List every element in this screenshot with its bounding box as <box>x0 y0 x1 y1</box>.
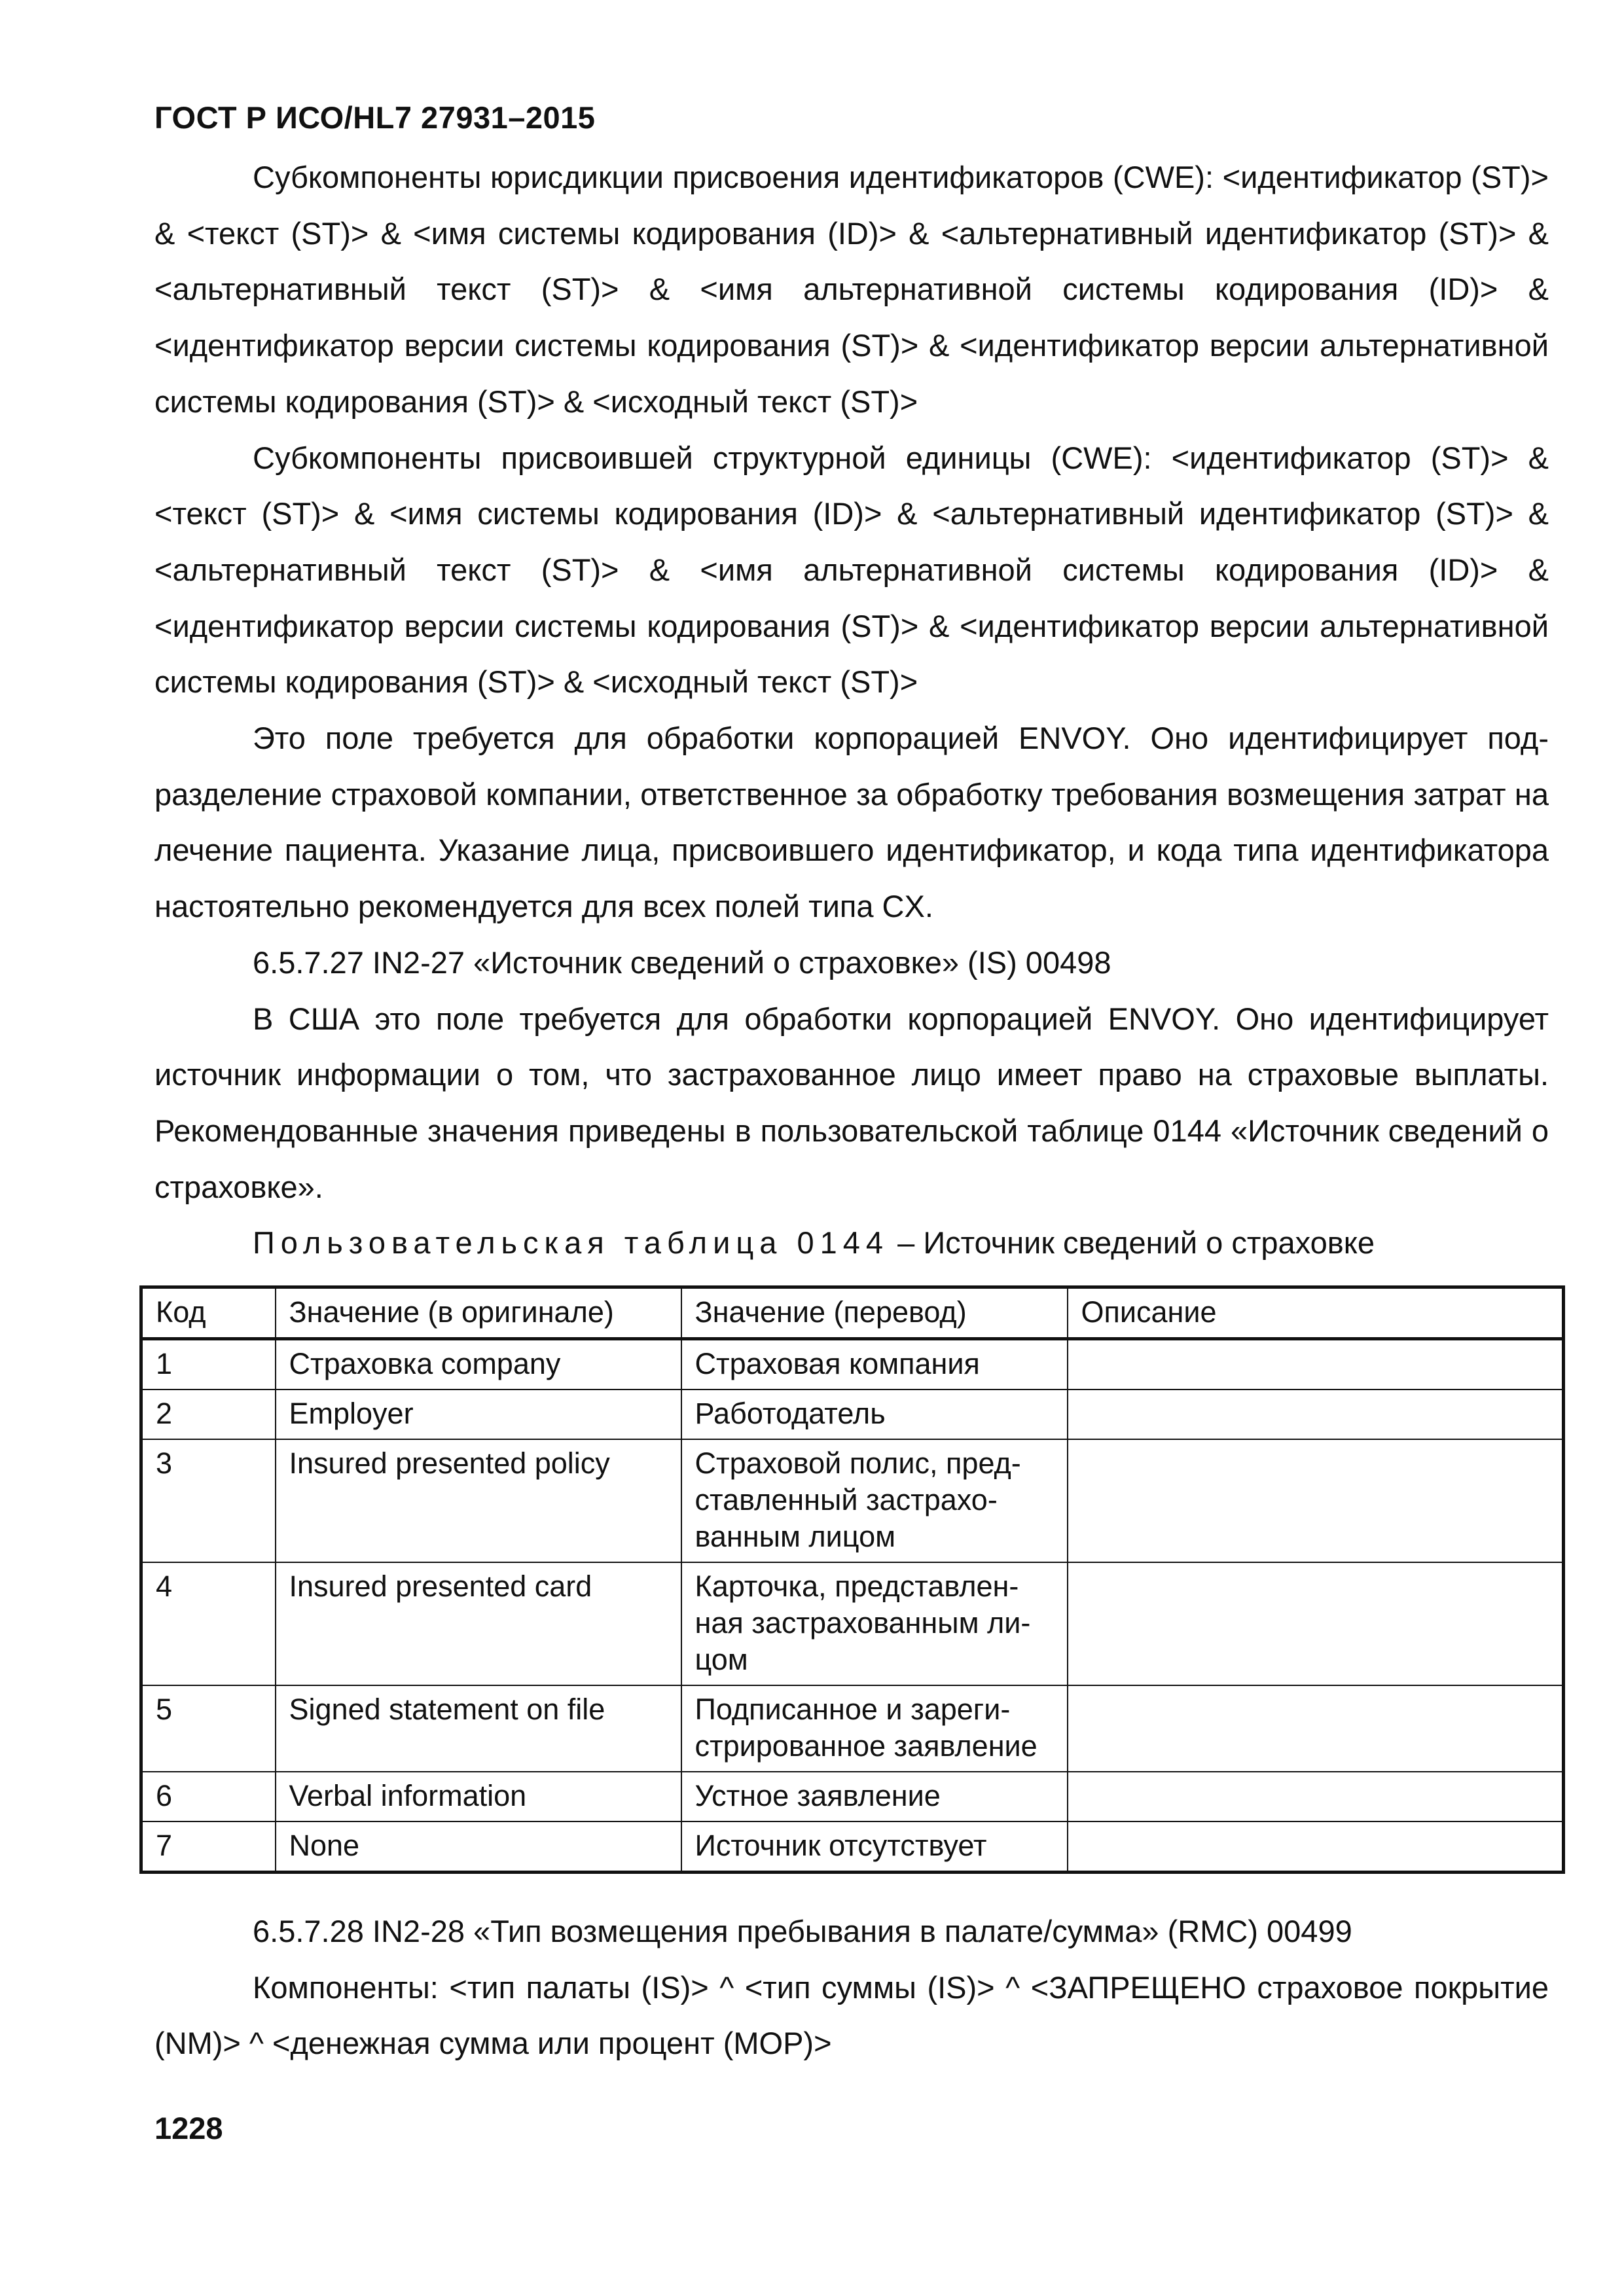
user-table-0144 <box>139 1285 1565 1874</box>
table-row <box>141 1439 1564 1562</box>
table-row <box>141 1821 1564 1873</box>
body-text-upper <box>154 149 1549 1271</box>
column-header-description: Описание <box>1068 1287 1564 1339</box>
cell-code: 6 <box>141 1772 276 1821</box>
table-caption-title: Источник сведений о страховке <box>923 1225 1375 1261</box>
cell-translation: Подписанное и зарегистрированное заявление <box>681 1685 1068 1772</box>
body-text-lower <box>154 1903 1549 2072</box>
cell-code: 7 <box>141 1821 276 1873</box>
cell-description <box>1068 1562 1564 1685</box>
column-header-original: Значение (в оригинале) <box>276 1287 681 1339</box>
cell-translation: Устное заявление <box>681 1772 1068 1821</box>
cell-translation: Карточка, представленная застрахованным лицом <box>681 1562 1068 1685</box>
cell-original: None <box>276 1821 681 1873</box>
cell-description <box>1068 1390 1564 1439</box>
document-page <box>154 0 1549 2296</box>
paragraph-jurisdiction-subcomponents: Субкомпоненты юрисдикции присвоения идентификаторов (CWE): <идентификатор (ST)> & <текст (ST)> & <имя системы кодирования (ID)> & <альтернативный идентификатор (ST)> & <альтернативный текст (ST)> & <имя альтернативной системы кодирования (ID)> & <идентификатор версии системы кодирования (ST)> & <идентификатор версии альтернативной системы кодирования (ST)> & <исходный текст (ST)> <box>154 160 1549 419</box>
table-row <box>141 1562 1564 1685</box>
column-header-code: Код <box>141 1287 276 1339</box>
cell-code: 3 <box>141 1439 276 1562</box>
cell-code: 1 <box>141 1339 276 1390</box>
cell-translation: Страховой полис, представленный застрахованным лицом <box>681 1439 1068 1562</box>
cell-description <box>1068 1685 1564 1772</box>
column-header-translation: Значение (перевод) <box>681 1287 1068 1339</box>
cell-code: 5 <box>141 1685 276 1772</box>
cell-translation: Работодатель <box>681 1390 1068 1439</box>
paragraph-department-subcomponents: Субкомпоненты присвоившей структурной единицы (CWE): <идентификатор (ST)> & <текст (ST)> & <имя системы кодирования (ID)> & <альтернативный идентификатор (ST)> & <альтернативный текст (ST)> & <имя альтернативной системы кодирования (ID)> & <идентификатор версии системы кодирования (ST)> & <идентификатор версии альтернативной системы кодирования (ST)> & <исходный текст (ST)> <box>154 440 1549 700</box>
cell-original: Страховка company <box>276 1339 681 1390</box>
cell-code: 4 <box>141 1562 276 1685</box>
cell-original: Signed statement on file <box>276 1685 681 1772</box>
cell-original: Insured presented card <box>276 1562 681 1685</box>
table-row <box>141 1339 1564 1390</box>
paragraph-insurance-source: В США это поле требуется для обработки корпорацией ENVOY. Оно идентифицирует источник информации о том, что застрахованное лицо имеет право на страховые выплаты. Рекомендованные значения приведены в пользовательской таблице 0144 «Источник сведений о страховке». <box>154 1001 1549 1204</box>
cell-description <box>1068 1439 1564 1562</box>
cell-description <box>1068 1339 1564 1390</box>
table-row <box>141 1685 1564 1772</box>
cell-original: Employer <box>276 1390 681 1439</box>
cell-translation: Источник отсутствует <box>681 1821 1068 1873</box>
section-heading-in2-28: 6.5.7.28 IN2-28 «Тип возмещения пребывания в палате/сумма» (RMC) 00499 <box>253 1914 1352 1948</box>
section-heading-in2-27: 6.5.7.27 IN2-27 «Источник сведений о страховке» (IS) 00498 <box>253 944 1111 980</box>
cell-original: Verbal information <box>276 1772 681 1821</box>
table-row <box>141 1772 1564 1821</box>
table-header-row <box>141 1287 1564 1339</box>
paragraph-components: Компоненты: <тип палаты (IS)> ^ <тип суммы (IS)> ^ <ЗАПРЕЩЕНО страховое покрытие (NM)> ^ <денежная сумма или процент (MOP)> <box>154 1969 1549 2061</box>
cell-description <box>1068 1772 1564 1821</box>
table-caption <box>154 1215 1549 1271</box>
table-caption-prefix: Пользовательская таблица 0144 <box>253 1225 890 1261</box>
cell-original: Insured presented policy <box>276 1439 681 1562</box>
table-caption-dash: – <box>897 1225 915 1261</box>
paragraph-envoy-requirement: Это поле требуется для обработки корпорацией ENVOY. Оно идентифицирует подразделение страховой компании, ответственное за обработку требования возмещения затрат на лечение пациента. Указание лица, присвоившего идентификатор, и кода типа идентификатора настоятельно рекомендуется для всех полей типа CX. <box>154 721 1549 924</box>
cell-description <box>1068 1821 1564 1873</box>
page-number: 1228 <box>154 2111 223 2145</box>
document-header: ГОСТ Р ИСО/HL7 27931–2015 <box>154 100 596 135</box>
table-row <box>141 1390 1564 1439</box>
cell-code: 2 <box>141 1390 276 1439</box>
cell-translation: Страховая компания <box>681 1339 1068 1390</box>
